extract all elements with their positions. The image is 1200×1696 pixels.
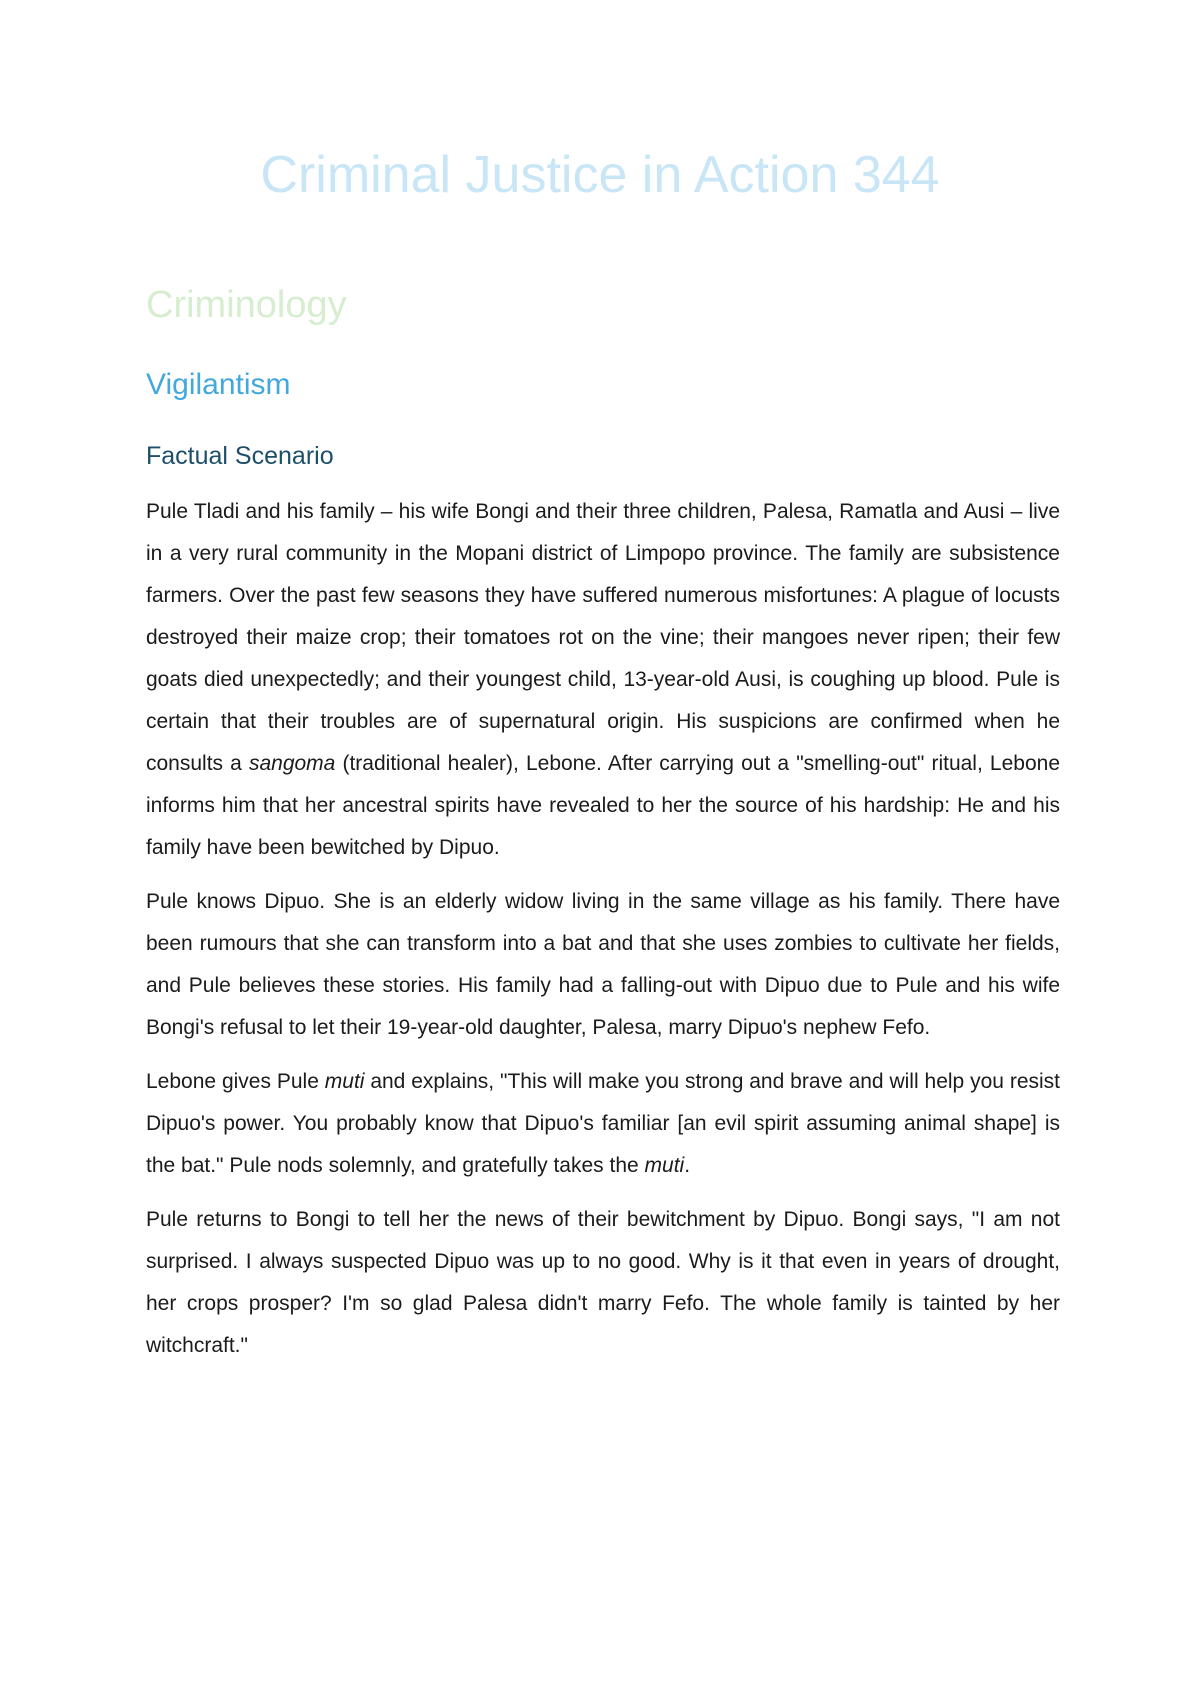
paragraph-2: Pule knows Dipuo. She is an elderly widow living in the same village as his family. There have been rumours that she can transform into a bat and that she uses zombies to cultivate her fields, and Pule believes these stories. His family had a falling-out with Dipuo due to Pule and his wife Bongi's refusal to let their 19-year-old daughter, Palesa, marry Dipuo's nephew Fefo.	[146, 890, 1060, 1039]
body-text	[146, 491, 1060, 1379]
heading-factual-scenario: Factual Scenario	[146, 442, 334, 470]
heading-criminology: Criminology	[146, 284, 347, 326]
paragraph-4: Pule returns to Bongi to tell her the news of their bewitchment by Dipuo. Bongi says, "I am not surprised. I always suspected Dipuo was up to no good. Why is it that even in years of drought, her crops prosper? I'm so glad Palesa didn't marry Fefo. The whole family is tainted by her witchcraft."	[146, 1208, 1060, 1357]
paragraph-3-italic-term-1: muti	[324, 1070, 365, 1093]
paragraph-1-part-a: Pule Tladi and his family – his wife Bongi and their three children, Palesa, Ramatla and Ausi – live in a very rural community in the Mopani district of Limpopo province. The family are subsistence farmers. Over the past few seasons they have suffered numerous misfortunes: A plague of locusts destroyed their maize crop; their tomatoes rot on the vine; their mangoes never ripen; their few goats died unexpectedly; and their youngest child, 13-year-old Ausi, is coughing up blood. Pule is certain that their troubles are of supernatural origin. His suspicions are confirmed when he consults a	[146, 500, 1060, 775]
paragraph-3	[146, 1061, 1060, 1187]
paragraph-3-italic-term-2: muti	[644, 1154, 685, 1177]
paragraph-3-part-a: Lebone gives Pule	[146, 1070, 325, 1093]
paragraph-1	[146, 491, 1060, 869]
heading-vigilantism: Vigilantism	[146, 368, 291, 401]
paragraph-3-part-c: .	[684, 1154, 691, 1177]
paragraph-1-part-b: (traditional healer), Lebone. After carrying out a "smelling-out" ritual, Lebone informs him that her ancestral spirits have revealed to her the source of his hardship: He and his family have been bewitched by Dipuo.	[146, 752, 1061, 859]
paragraph-1-italic-term: sangoma	[248, 752, 336, 775]
paragraph-3-part-b: and explains, "This will make you strong and brave and will help you resist Dipuo's power. You probably know that Dipuo's familiar [an evil spirit assuming animal shape] is the bat." Pule nods solemnly, and gratefully takes the	[146, 1070, 1061, 1177]
document-title: Criminal Justice in Action 344	[260, 146, 940, 204]
